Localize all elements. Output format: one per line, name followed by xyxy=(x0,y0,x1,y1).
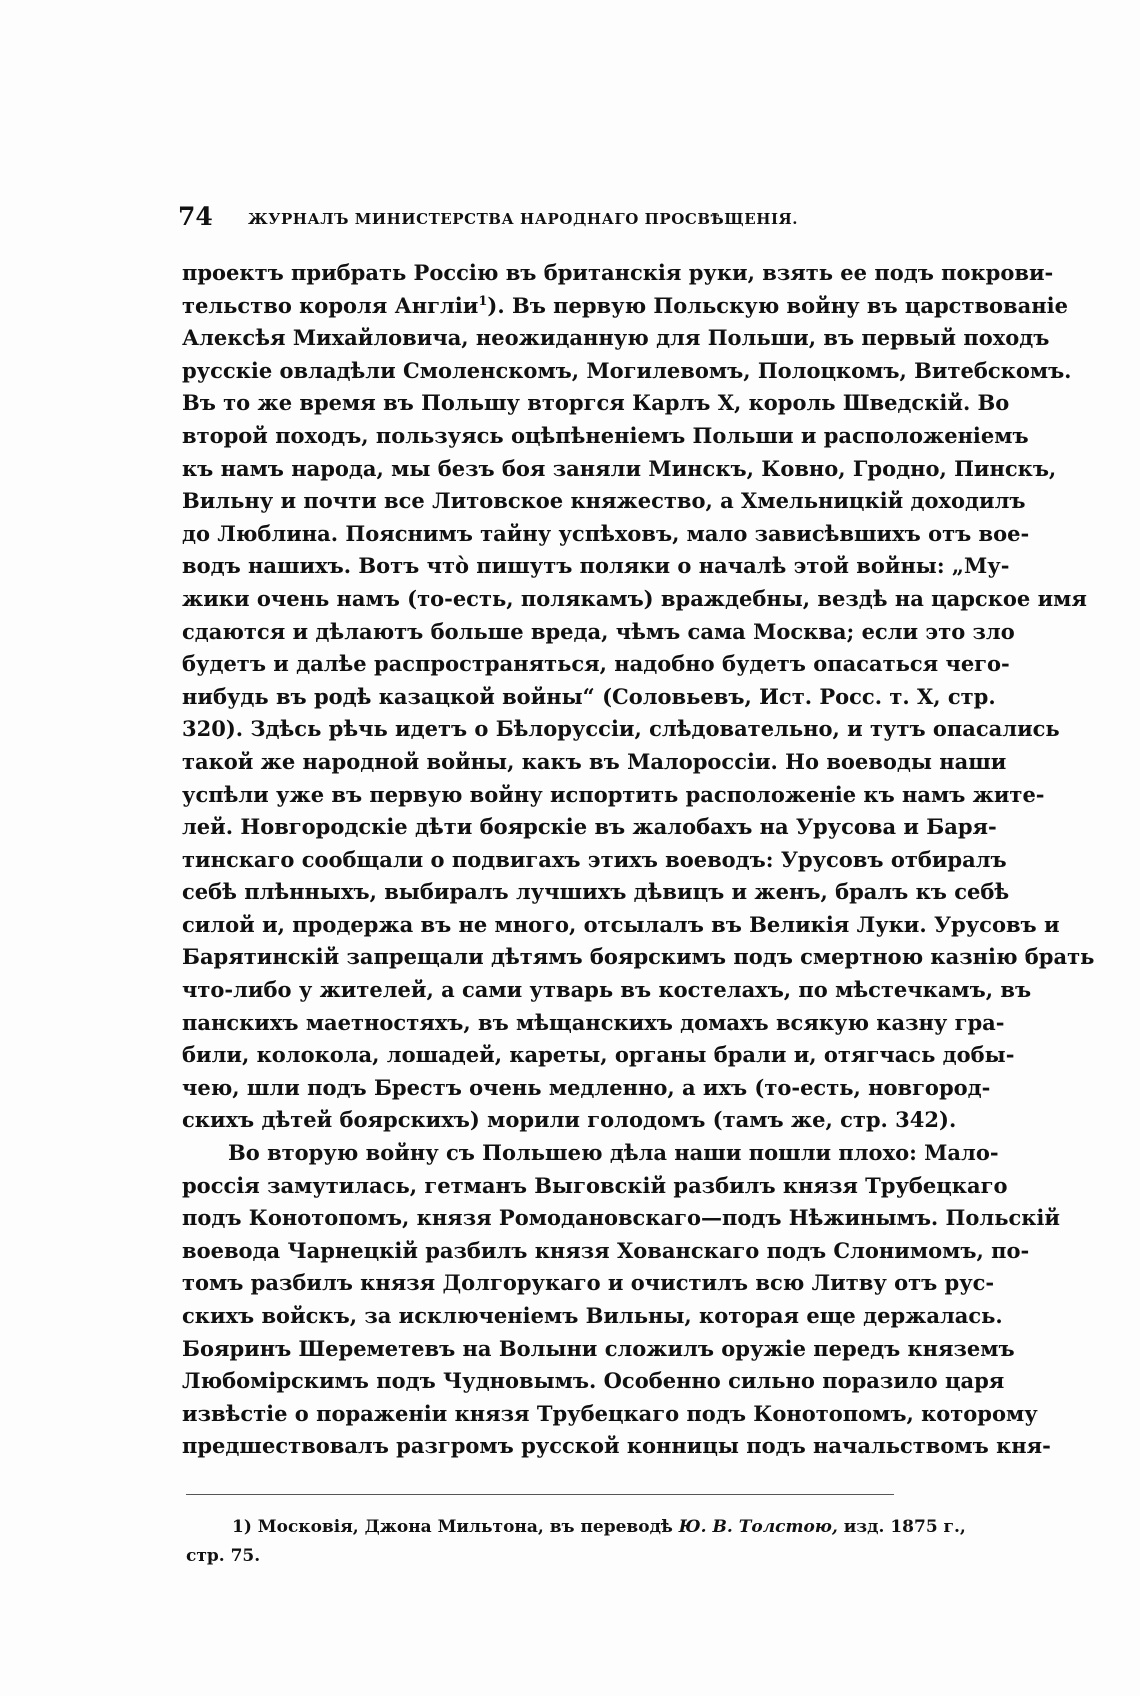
text-line: воевода Чарнецкій разбилъ князя Хованскаго подъ Слонимомъ, по- xyxy=(182,1237,1030,1263)
footnotes xyxy=(186,1494,966,1571)
text-segment: тельство короля Англіи xyxy=(182,292,479,318)
text-line: водъ нашихъ. Вотъ что̀ пишутъ поляки о началѣ этой войны: „Му- xyxy=(182,553,1010,579)
text-line: Барятинскій запрещали дѣтямъ боярскимъ подъ смертною казнію брать xyxy=(182,944,1095,970)
text-line: второй походъ, пользуясь оцѣпѣненіемъ Польши и расположеніемъ xyxy=(182,422,1029,448)
text-line: 320). Здѣсь рѣчь идетъ о Бѣлоруссіи, слѣдовательно, и тутъ опасались xyxy=(182,716,1060,742)
text-line: нибудь въ родѣ казацкой войны“ (Соловьевъ, Ист. Росс. т. X, стр. xyxy=(182,683,996,709)
text-line: извѣстіе о пораженіи князя Трубецкаго подъ Конотопомъ, которому xyxy=(182,1400,1038,1426)
text-line xyxy=(182,290,1068,323)
text-line: до Люблина. Пояснимъ тайну успѣховъ, мало зависѣвшихъ отъ вое- xyxy=(182,520,1030,546)
text-line: россія замутилась, гетманъ Выговскій разбилъ князя Трубецкаго xyxy=(182,1172,1008,1198)
text-line: томъ разбилъ князя Долгорукаго и очистилъ всю Литву отъ рус- xyxy=(182,1270,995,1296)
text-line: такой же народной войны, какъ въ Малороссіи. Но воеводы наши xyxy=(182,748,1007,774)
text-line: къ намъ народа, мы безъ боя заняли Минскъ, Ковно, Гродно, Пинскъ, xyxy=(182,455,1057,481)
text-line: Вильну и почти все Литовское княжество, а Хмельницкій доходилъ xyxy=(182,488,1026,514)
text-line: скихъ войскъ, за исключеніемъ Вильны, которая еще держалась. xyxy=(182,1303,1003,1328)
page-number: 74 xyxy=(178,202,213,231)
text-line: проектъ прибрать Россію въ британскія руки, взять ее подъ покрови- xyxy=(182,260,1054,285)
text-line: лей. Новгородскіе дѣти боярскіе въ жалобахъ на Урусова и Баря- xyxy=(182,814,997,840)
text-line: Во вторую войну съ Польшею дѣла наши пошли плохо: Мало- xyxy=(228,1140,999,1166)
main-text xyxy=(182,257,1095,1463)
text-line: успѣли уже въ первую войну испортить расположеніе къ намъ жите- xyxy=(182,781,1045,807)
text-line: русскіе овладѣли Смоленскомъ, Могилевомъ, Полоцкомъ, Витебскомъ. xyxy=(182,357,1072,383)
footnote-ref: 1 xyxy=(478,293,488,309)
footnote-edition: изд. 1875 г., xyxy=(843,1517,966,1537)
text-line: сдаются и дѣлаютъ больше вреда, чѣмъ сама Москва; если это зло xyxy=(182,618,1015,644)
footnote-translator: Ю. В. Толстою, xyxy=(678,1517,838,1537)
text-line: жики очень намъ (то-есть, полякамъ) враждебны, вездѣ на царское имя xyxy=(182,585,1087,611)
text-line: Любомірскимъ подъ Чудновымъ. Особенно сильно поразило царя xyxy=(182,1368,1005,1394)
text-line: скихъ дѣтей боярскихъ) морили голодомъ (тамъ же, стр. 342). xyxy=(182,1107,957,1133)
text-line: Алексѣя Михайловича, неожиданную для Польши, въ первый походъ xyxy=(182,325,1050,351)
text-line: себѣ плѣнныхъ, выбиралъ лучшихъ дѣвицъ и женъ, бралъ къ себѣ xyxy=(182,879,1010,905)
text-line: предшествовалъ разгромъ русской конницы подъ начальствомъ кня- xyxy=(182,1433,1051,1459)
footnote-line xyxy=(186,1513,966,1542)
text-line: подъ Конотопомъ, князя Ромодановскаго—подъ Нѣжинымъ. Польскій xyxy=(182,1205,1060,1231)
text-line: силой и, продержа въ не много, отсылалъ въ Великія Луки. Урусовъ и xyxy=(182,911,1060,937)
paragraph-1 xyxy=(182,257,1095,1137)
text-line: что-либо у жителей, а сами утварь въ костелахъ, по мѣстечкамъ, въ xyxy=(182,977,1032,1003)
footnote-marker: 1) xyxy=(232,1517,252,1537)
text-line: били, колокола, лошадей, кареты, органы брали и, отягчась добы- xyxy=(182,1042,1015,1068)
text-line: Бояринъ Шереметевъ на Волыни сложилъ оружіе передъ княземъ xyxy=(182,1335,1015,1361)
footnote-text: Московія, Джона Мильтона, въ переводѣ xyxy=(257,1517,673,1537)
paragraph-2 xyxy=(182,1137,1060,1463)
page-header xyxy=(178,200,890,234)
running-title: ЖУРНАЛЪ МИНИСТЕРСТВА НАРОДНАГО ПРОСВѢЩЕНІЯ. xyxy=(248,210,799,228)
text-line: Въ то же время въ Польшу вторгся Карлъ X, король Шведскій. Во xyxy=(182,390,1010,416)
text-segment: ). Въ первую Польскую войну въ царствованіе xyxy=(487,292,1068,318)
footnote-line: стр. 75. xyxy=(186,1546,261,1566)
text-line: панскихъ маетностяхъ, въ мѣщанскихъ домахъ всякую казну гра- xyxy=(182,1009,1005,1035)
text-line: чею, шли подъ Брестъ очень медленно, а ихъ (то-есть, новгород- xyxy=(182,1074,991,1100)
text-line: будетъ и далѣе распространяться, надобно будетъ опасаться чего- xyxy=(182,651,1010,677)
text-line: тинскаго сообщали о подвигахъ этихъ воеводъ: Урусовъ отбиралъ xyxy=(182,846,1007,872)
